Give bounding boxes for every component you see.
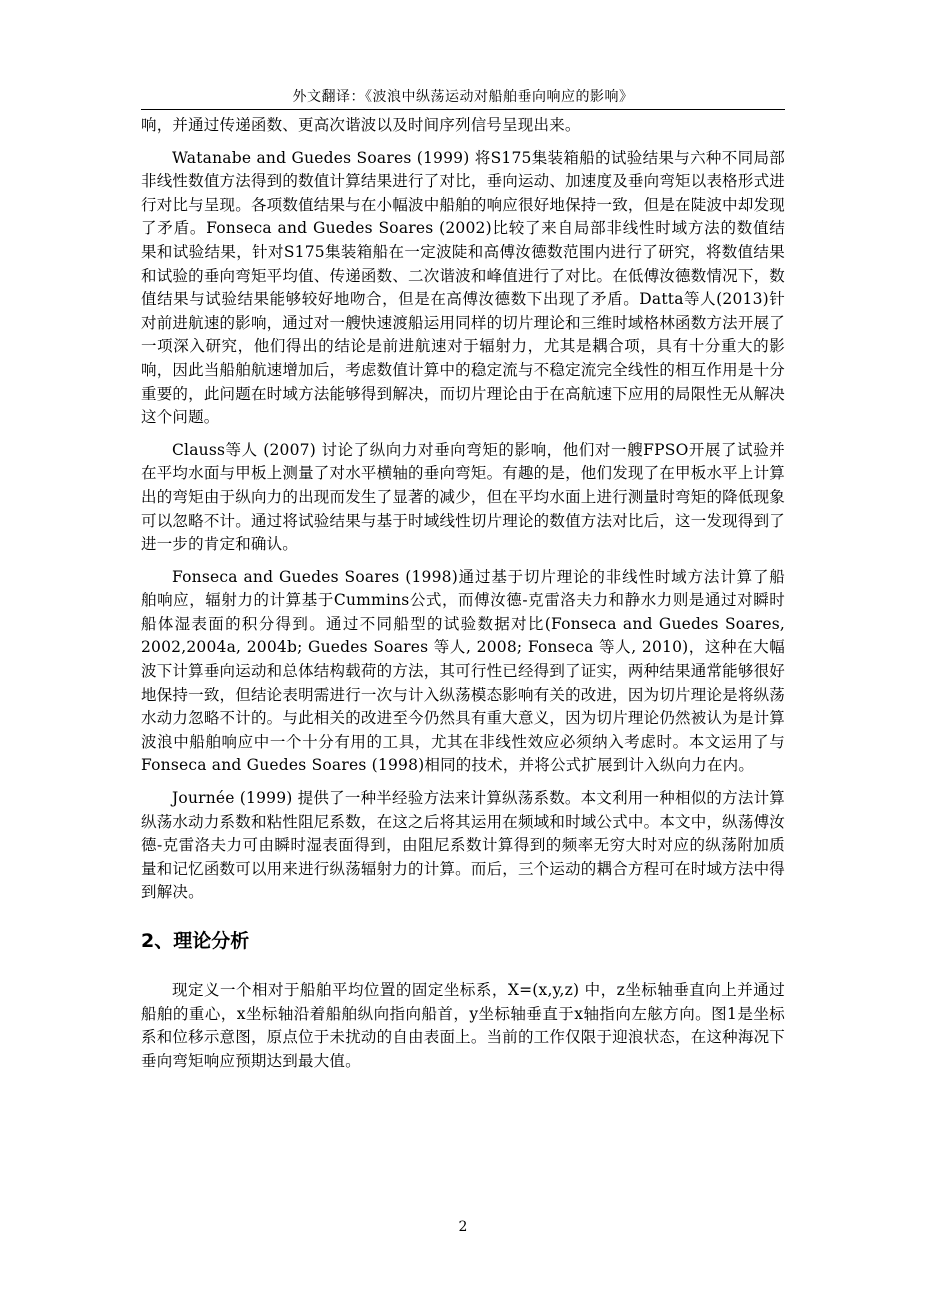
paragraph-fonseca: Fonseca and Guedes Soares (1998)通过基于切片理论的非线性时域方法计算了船舶响应，辐射力的计算基于Cummins公式，而傅汝德-克雷洛夫力和静水力则是通过对瞬时船体湿表面的积分得到。通过不同船型的试验数据对比(Fonseca and Guedes Soares, 2002,2004a, 2004b; Guedes Soares 等人, 2008; Fonseca 等人, 2010)，这种在大幅波下计算垂向运动和总体结构载荷的方法，其可行性已经得到了证实，两种结果通常能够很好地保持一致，但结论表明需进行一次与计入纵荡模态影响有关的改进，因为切片理论是将纵荡水动力忽略不计的。与此相关的改进至今仍然具有重大意义，因为切片理论仍然被认为是计算波浪中船舶响应中一个十分有用的工具，尤其在非线性效应必须纳入考虑时。本文运用了与Fonseca and Guedes Soares (1998)相同的技术，并将公式扩展到计入纵向力在内。 [141,567,785,775]
header-divider [141,109,785,110]
section-heading: 2、理论分析 [141,930,250,952]
section-paragraph: 现定义一个相对于船舶平均位置的固定坐标系，X=(x,y,z) 中，z坐标轴垂直向上并通过船舶的重心，x坐标轴沿着船舶纵向指向船首，y坐标轴垂直于x轴指向左舷方向。图1是坐标系和位移示意图，原点位于未扰动的自由表面上。当前的工作仅限于迎浪状态，在这种海况下垂向弯矩响应预期达到最大值。 [141,981,785,1070]
continuation-paragraph: 响，并通过传递函数、更高次谐波以及时间序列信号呈现出来。 [141,116,581,134]
page-number: 2 [458,1219,468,1235]
paragraph-watanabe: Watanabe and Guedes Soares (1999) 将S175集装箱船的试验结果与六种不同局部非线性数值方法得到的数值计算结果进行了对比，垂向运动、加速度及垂向弯矩以表格形式进行对比与呈现。各项数值结果与在小幅波中船舶的响应很好地保持一致，但是在陡波中却发现了矛盾。Fonseca and Guedes Soares (2002)比较了来自局部非线性时域方法的数值结果和试验结果，针对S175集装箱船在一定波陡和高傅汝德数范围内进行了研究，将数值结果和试验的垂向弯矩平均值、传递函数、二次谐波和峰值进行了对比。在低傅汝德数情况下，数值结果与试验结果能够较好地吻合，但是在高傅汝德数下出现了矛盾。Datta等人(2013)针对前进航速的影响，通过对一艘快速渡船运用同样的切片理论和三维时域格林函数方法开展了一项深入研究，他们得出的结论是前进航速对于辐射力，尤其是耦合项，具有十分重大的影响，因此当船舶航速增加后，考虑数值计算中的稳定流与不稳定流完全线性的相互作用是十分重要的，此问题在时域方法能够得到解决，而切片理论由于在高航速下应用的局限性无从解决这个问题。 [141,148,785,427]
paragraph-journee: Journée (1999) 提供了一种半经验方法来计算纵荡系数。本文利用一种相似的方法计算纵荡水动力系数和粘性阻尼系数，在这之后将其运用在频域和时域公式中。本文中，纵荡傅汝德-克雷洛夫力可由瞬时湿表面得到，由阻尼系数计算得到的频率无穷大时对应的纵荡附加质量和记忆函数可以用来进行纵荡辐射力的计算。而后，三个运动的耦合方程可在时域方法中得到解决。 [141,789,785,902]
paragraph-clauss: Clauss等人 (2007) 讨论了纵向力对垂向弯矩的影响，他们对一艘FPSO开展了试验并在平均水面与甲板上测量了对水平横轴的垂向弯矩。有趣的是，他们发现了在甲板水平上计算出的弯矩由于纵向力的出现而发生了显著的减少，但在平均水面上进行测量时弯矩的降低现象可以忽略不计。通过将试验结果与基于时域线性切片理论的数值方法对比后，这一发现得到了进一步的肯定和确认。 [141,440,785,554]
running-header: 外文翻译：《波浪中纵荡运动对船舶垂向响应的影响》 [292,89,634,105]
document-body [141,114,785,1073]
